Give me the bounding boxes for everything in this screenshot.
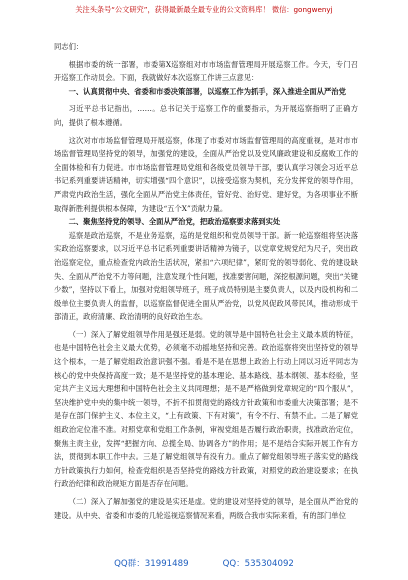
footer-qq-group: QQ群：31991489 bbox=[114, 559, 189, 569]
paragraph-political-inspection: 巡察是政治巡察，不是业务巡察，巡的是党组织和党员领导干部。新一轮巡察组将坚决落实政治巡察要求，以习近平总书记系列重要讲话精神为镜子，以党章党规党纪为尺子，突出政治巡察定位，重点检查党内政治生活状况，紧扣“六项纪律”，紧盯党的领导弱化、党的建设缺失、全面从严治党不力等问题，注意发现个性问题，找准要害问题，深挖根源问题，突出“关键少数”，坚持以下看上，加强对党组领导班子，班子成员特别是主要负责人，以及内设机构和二级单位主要负责人的监督，以巡察监督促进全面从严治党，以党风促政风带民风，推动形成干部清正，政府清廉、政治清明的良好政治生态。 bbox=[54, 230, 358, 322]
section-heading-2: 二、聚焦坚持党的领导、全面从严治党，把政治巡察要求落到实处 bbox=[68, 217, 281, 227]
paragraph-subsection-2: （二）深入了解加强党的建设是实还是虚。党的建设对坚持党的领导，是全面从严治党的建设。从中央、省委和市委的几轮巡视巡察情况来看，两级合我市实际来看，有的部门单位 bbox=[54, 497, 358, 520]
footer-contact bbox=[0, 556, 408, 572]
section-heading-1: 一、认真贯彻中央、省委和市委决策部署，以巡察工作为抓手，深入推进全面从严治党 bbox=[68, 86, 346, 96]
paragraph-subsection-1: （一）深入了解党组领导作用是强还是弱。党的领导是中国特色社会主义最本质的特征，也是中国特色社会主义最大优势，必须毫不动摇地坚持和完善。政治巡察将突出坚持党的领导这个根本，一是了解党组政治意识强不强。看是不是在思想上政治上行动上同以习近平同志为核心的党中央保持高度一致；是不是坚持党的基本理论、基本路线、基本纲领、基本经验，坚定共产主义远大理想和中国特色社会主义共同理想；是不是严格做到党章规定的“四个服从”，坚决维护党中央的集中统一领导，不折不扣贯彻党的路线方针政策和市委重大决策部署；是不是存在部门保护主义、本位主义，“上有政策、下有对策”，有令不行、有禁不止。二是了解党组政治定位准不准。对照党章和党组工作条例，审视党组是否履行政治职责，找准政治定位，聚焦主责主业，发挥“把握方向、总揽全局、协调各方”的作用；是不是结合实际开展工作有方法，贯彻到本职工作中去。三是了解党组领导有没有力。重点了解党组领导班子落实党的路线方针政策执行力如何，检查党组织是否坚持党的路线方针政策，对照党的政治建设要求；在执行政治纪律和政治规矩方面是否存在问题。 bbox=[54, 329, 358, 489]
paragraph-intro: 根据市委的统一部署，市委第Ⅹ巡察组对市市场监督管理局开展巡察工作。今天，专门召开巡察工作动员会。下面，我就做好本次巡察工作讲三点意见： bbox=[54, 59, 358, 83]
document-body bbox=[54, 40, 358, 522]
paragraph-quote: 习近平总书记指出，……。总书记关于巡察工作的重要指示，为开展巡察指明了正确方向，提供了根本遵循。 bbox=[54, 104, 358, 127]
top-banner: 关注头条号“公文研究”，获得最新最全最专业的公文资料库！ 微信：gongwenyj bbox=[75, 5, 333, 14]
paragraph-significance: 这次对市市场监督管理局开展巡察，体现了市委对市场监督管理局的高度重视，是对市市场监督管理局坚持党的领导，加强党的建设，全面从严治党以及党风廉政建设和反腐败工作的全面体检和有力促进。市市场监督管理局党组和各级党员领导干部，要认真学习领会习近平总书记系列重要讲话精神，切实增强“四个意识”，以接受巡察为契机，充分发挥党的领导作用，严肃党内政治生活，强化全面从严治党主体责任，管好党、治好党、建好党，为各项事业不断取得新胜利提供根本保障，为建设“五个X”贡献力量。 bbox=[54, 135, 358, 213]
greeting: 同志们： bbox=[54, 42, 84, 51]
footer-qq: QQ：535304092 bbox=[222, 559, 294, 569]
